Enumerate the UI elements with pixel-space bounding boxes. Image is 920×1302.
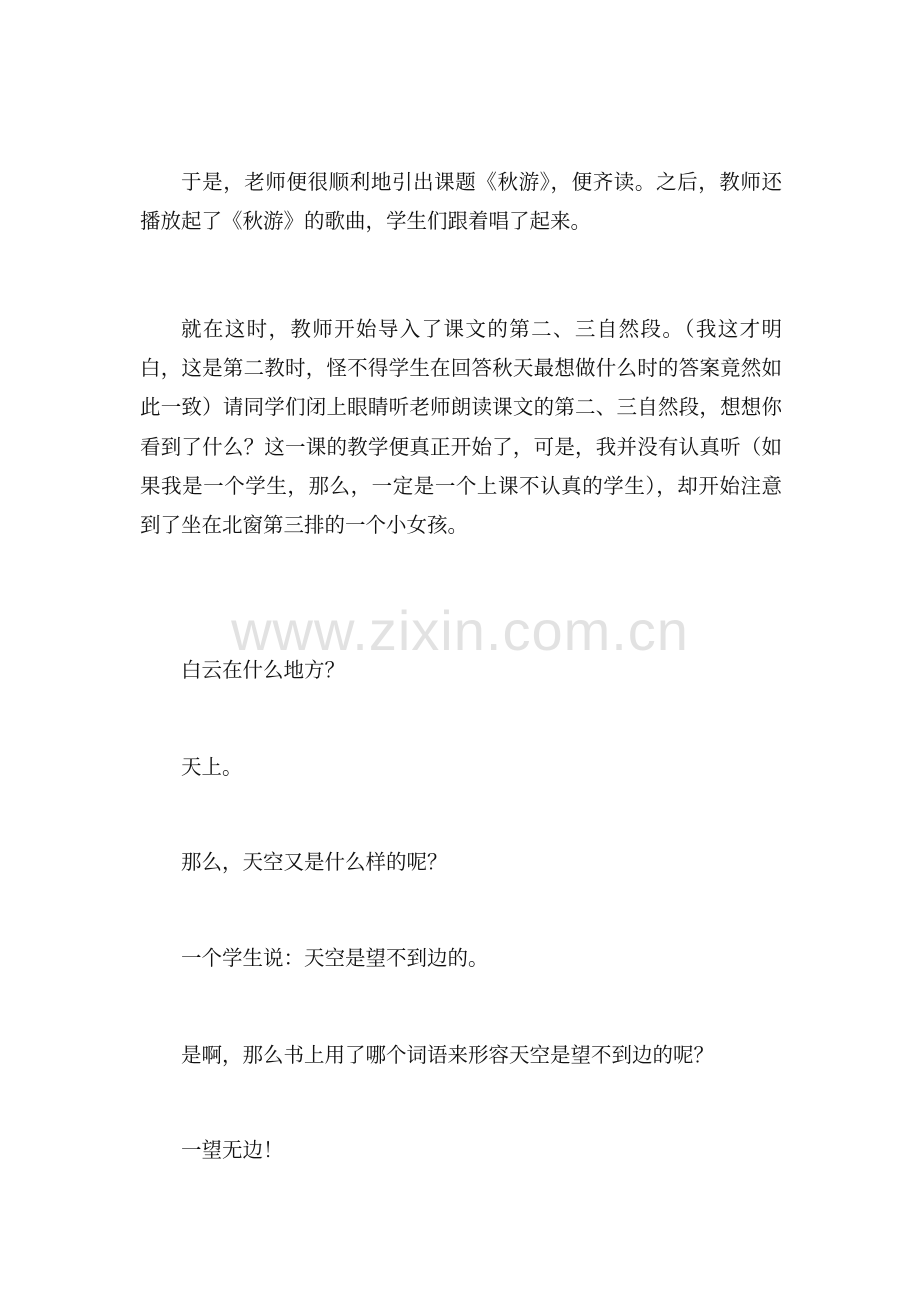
- paragraph-lesson: 就在这时，教师开始导入了课文的第二、三自然段。（我这才明白，这是第二教时，怪不得学生在回答秋天最想做什么时的答案竟然如此一致）请同学们闭上眼睛听老师朗读课文的第二、三自然段，想想你看到了什么？这一课的教学便真正开始了，可是，我并没有认真听（如果我是一个学生，那么，一定是一个上课不认真的学生），却开始注意到了坐在北窗第三排的一个小女孩。: [140, 317, 782, 538]
- dialogue-line: 白云在什么地方？: [181, 658, 345, 682]
- dialogue-line: 一望无边！: [181, 1138, 284, 1162]
- dialogue-line: 天上。: [181, 755, 243, 779]
- watermark: www.zixin.com.cn: [231, 599, 689, 662]
- paragraph-intro: 于是，老师便很顺利地引出课题《秋游》，便齐读。之后，教师还播放起了《秋游》的歌曲，学生们跟着唱了起来。: [140, 170, 782, 234]
- dialogue-line: 一个学生说：天空是望不到边的。: [181, 946, 489, 970]
- dialogue-line: 是啊，那么书上用了哪个词语来形容天空是望不到边的呢？: [181, 1043, 714, 1067]
- dialogue-line: 那么，天空又是什么样的呢？: [181, 850, 448, 874]
